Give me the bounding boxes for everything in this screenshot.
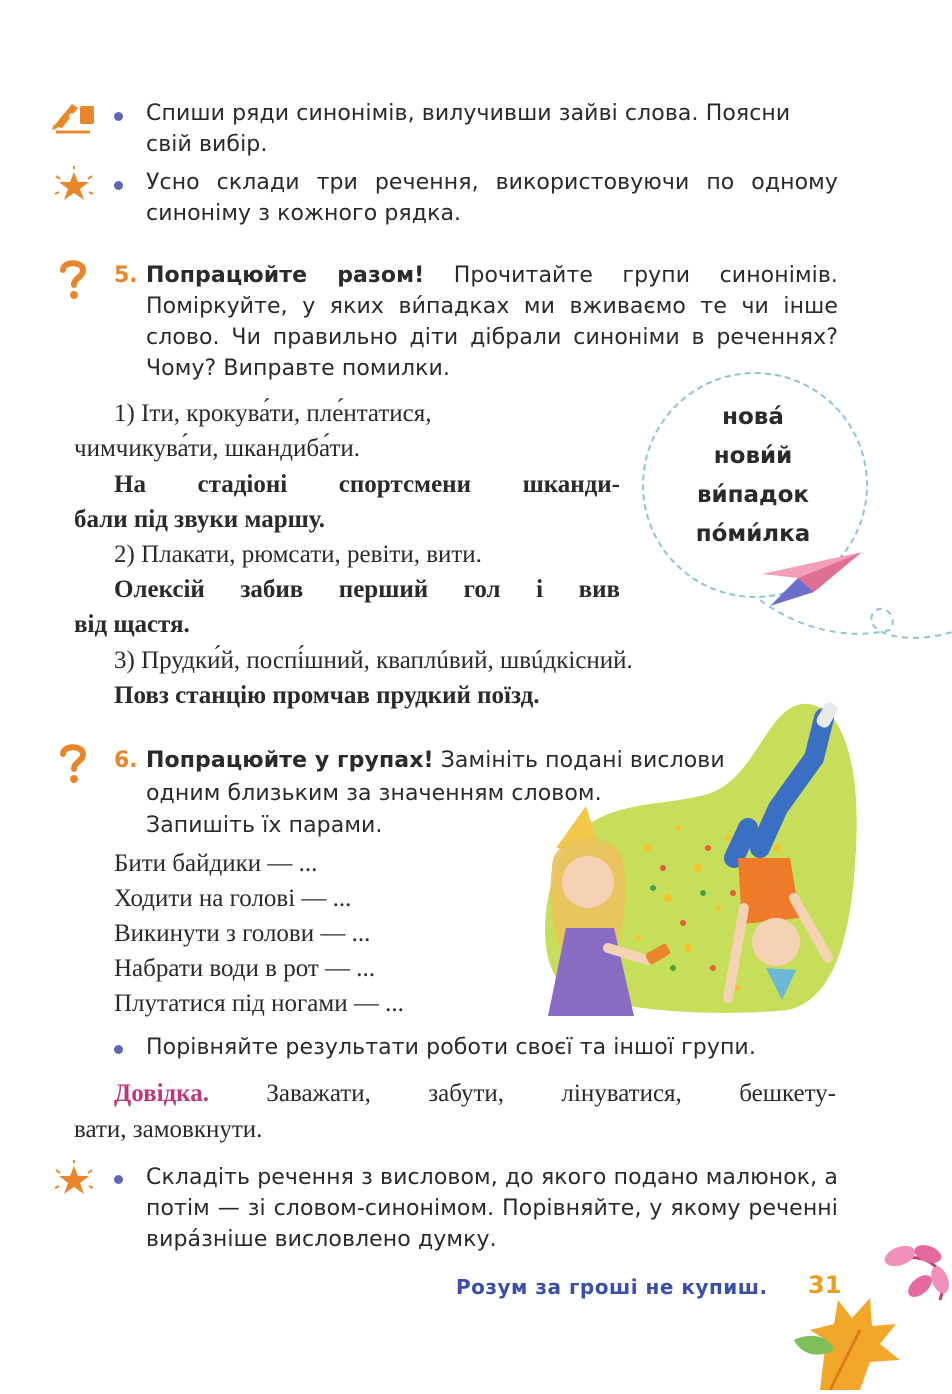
bullet — [114, 1045, 123, 1054]
task6-line3: Запишіть їх парами. — [146, 813, 383, 838]
reference-title: Довідка. — [114, 1080, 209, 1107]
page-number: 31 — [808, 1271, 842, 1299]
task6-lead: Попрацюйте у групах! — [146, 748, 434, 773]
footer-proverb: Розум за гроші не купиш. — [456, 1275, 768, 1299]
task-number: 6. — [114, 748, 138, 773]
task5-lead: Попрацюйте разом! — [146, 263, 425, 288]
phrase-item: Бити байдики — ... — [114, 850, 318, 877]
task6-text: Замініть подані вислови — [440, 748, 725, 773]
note-word: ви́падок — [696, 482, 810, 508]
phrase-item: Набрати води в рот — ... — [114, 955, 376, 982]
autumn-leaves-decoration — [790, 1240, 952, 1394]
phrase-item: Плутатися під ногами — ... — [114, 990, 404, 1017]
sentence-2a: Олексій забив перший гол і вив — [114, 576, 620, 603]
note-word: нова́ — [722, 404, 784, 430]
reference-line1 — [114, 1076, 836, 1111]
synonym-group-2: 2) Плакати, рюмсати, ревіти, вити. — [114, 541, 482, 568]
question-icon — [58, 742, 88, 784]
task5-instructions — [146, 260, 838, 384]
bullet — [114, 112, 123, 121]
note-word: нови́й — [713, 443, 793, 469]
sentence-3: Повз станцію промчав прудкий поїзд. — [114, 682, 540, 709]
phrase-item: Викинути з голови — ... — [114, 920, 371, 947]
bullet — [114, 181, 123, 190]
synonym-group-3: 3) Прудки́й, поспі́шний, кваплúвий, швúдкісний. — [114, 647, 633, 674]
reference-line2: вати, замовкнути. — [74, 1116, 263, 1143]
task5-text: Прочитайте групи синонімів. Поміркуйте, у яких ви́падках ми вживаємо те чи інше слово. Чи правильно діти дібрали синоніми в реченнях? Чому? Виправте помилки. — [146, 263, 839, 381]
writing-hand-icon — [50, 96, 98, 134]
party-illustration — [538, 698, 868, 1016]
sentence-2b: від щастя. — [74, 611, 190, 638]
final-task: Складіть речення з висловом, до якого подано малюнок, а потім — зі словом-синонімом. Порівняйте, у якому реченні вира́зніше висловлено думку. — [146, 1165, 838, 1252]
sentence-1a: На стадіоні спортсмени шканди- — [114, 471, 620, 498]
task6-compare: Порівняйте результати роботи своєї та іншої групи. — [146, 1035, 756, 1060]
synonym-group-1a: 1) Іти, крокува́ти, пле́нтатися, — [114, 400, 432, 427]
task-copy-synonyms: Спиши ряди синонімів, вилучивши зайві слова. Поясни свій вибір. — [146, 101, 791, 157]
bullet — [114, 1175, 123, 1184]
question-icon — [58, 258, 88, 300]
sentence-1b: бали під звуки маршу. — [74, 506, 326, 533]
paper-plane-icon — [758, 548, 864, 610]
task-number: 5. — [114, 263, 138, 288]
star-icon — [52, 166, 96, 206]
star-icon — [52, 1160, 96, 1200]
task6-line2: одним близьким за значенням словом. — [146, 781, 602, 806]
phrase-item: Ходити на голові — ... — [114, 885, 352, 912]
note-word: по́ми́лка — [695, 521, 811, 547]
synonym-group-1b: чимчикува́ти, шкандиба́ти. — [74, 435, 361, 462]
reference-words: Заважати, забути, лінуватися, бешкету- — [266, 1080, 836, 1107]
task-oral-sentences: Усно склади три речення, використовуючи по одному синоніму з кожного рядка. — [146, 170, 838, 226]
